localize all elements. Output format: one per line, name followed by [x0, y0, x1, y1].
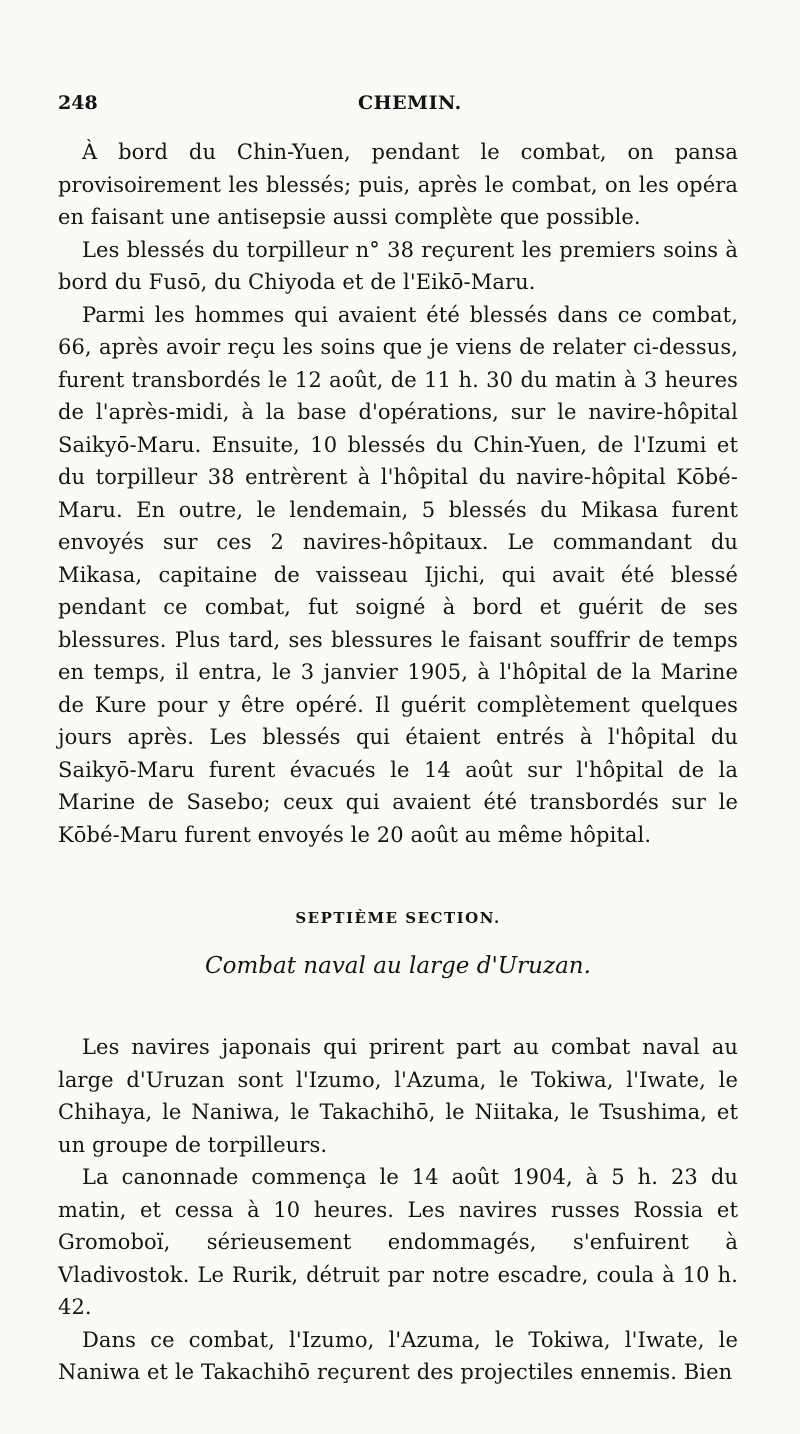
- paragraph: Les navires japonais qui prirent part au combat naval au large d'Uruzan sont l'Izumo, l'Azuma, le Tokiwa, l'Iwate, le Chihaya, le Naniwa, le Takachihō, le Niitaka, le Tsushima, et un groupe de torpilleurs.: [58, 1035, 738, 1157]
- section-title: SEPTIÈME SECTION.: [295, 909, 501, 927]
- paragraph: Les blessés du torpilleur n° 38 reçurent les premiers soins à bord du Fusō, du Chiyoda et de l'Eikō-Maru.: [58, 237, 738, 294]
- paragraph: Parmi les hommes qui avaient été blessés dans ce combat, 66, après avoir reçu les soins que je viens de relater ci-dessus, furent transbordés le 12 août, de 11 h. 30 du matin à 3 heures de l'après-midi, à la base d'opérations, sur le navire-hôpital Saikyō-Maru. Ensuite, 10 blessés du Chin-Yuen, de l'Izumi et du torpilleur 38 entrèrent à l'hôpital du navire-hôpital Kōbé-Maru. En outre, le lendemain, 5 blessés du Mikasa furent envoyés sur ces 2 navires-hôpitaux. Le commandant du Mikasa, capitaine de vaisseau Ijichi, qui avait été blessé pendant ce combat, fut soigné à bord et guérit de ses blessures. Plus tard, ses blessures le faisant souffrir de temps en temps, il entra, le 3 janvier 1905, à l'hôpital de la Marine de Kure pour y être opéré. Il guérit complètement quelques jours après. Les blessés qui étaient entrés à l'hôpital du Saikyō-Maru furent évacués le 14 août sur l'hôpital de la Marine de Sasebo; ceux qui avaient été transbordés sur le Kōbé-Maru furent envoyés le 20 août au même hôpital.: [58, 302, 738, 847]
- paragraph: Dans ce combat, l'Izumo, l'Azuma, le Tokiwa, l'Iwate, le Naniwa et le Takachihō reçurent des projectiles ennemis. Bien: [58, 1327, 738, 1384]
- body-text: [58, 136, 738, 1389]
- paragraph: La canonnade commença le 14 août 1904, à 5 h. 23 du matin, et cessa à 10 heures. Les navires russes Rossia et Gromoboï, sérieusement endommagés, s'enfuirent à Vladivostok. Le Rurik, détruit par notre escadre, coula à 10 h. 42.: [58, 1165, 738, 1319]
- page-header: [58, 88, 738, 128]
- paragraph: À bord du Chin-Yuen, pendant le combat, on pansa provisoirement les blessés; puis, après le combat, on les opéra en faisant une antisepsie aussi complète que possible.: [58, 140, 738, 229]
- section-subtitle: Combat naval au large d'Uruzan.: [205, 953, 591, 979]
- page-number: 248: [58, 92, 98, 114]
- running-title: CHEMIN.: [358, 92, 462, 114]
